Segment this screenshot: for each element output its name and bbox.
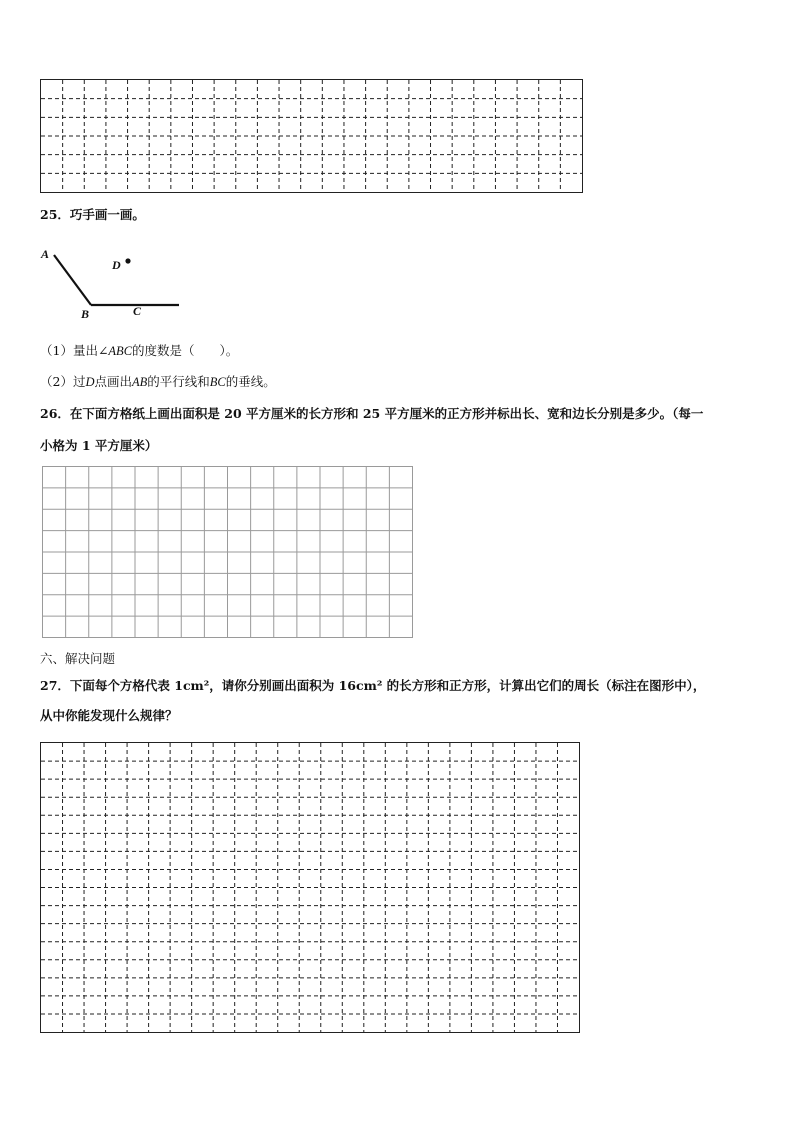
- q25-sub2: [40, 373, 276, 391]
- q27-line2: 从中你能发现什么规律？: [40, 708, 178, 723]
- label-c: C: [133, 304, 142, 318]
- q27-line1: 27．下面每个方格代表 1cm²，请你分别画出面积为 16cm² 的长方形和正方形，计算出它们的周长（标注在图形中），: [40, 678, 706, 693]
- q26-grid-lines: [42, 466, 413, 638]
- q26-line2: 小格为 1 平方厘米）: [40, 438, 158, 453]
- line-bc-ref: BC: [209, 375, 226, 389]
- angle-abc-drawing: [36, 243, 196, 323]
- q25-sub1: [40, 342, 238, 360]
- label-a: A: [41, 247, 50, 261]
- point-d-ref: D: [85, 375, 95, 389]
- angle-symbol: ∠ABC: [97, 344, 133, 358]
- q27-grid-lines: [41, 743, 579, 1032]
- q27-dashed-grid[interactable]: [40, 742, 580, 1033]
- q26-line1: 26．在下面方格纸上画出面积是 20 平方厘米的长方形和 25 平方厘米的正方形并标出长、宽和边长分别是多少。（每一: [40, 406, 704, 421]
- top-grid-lines: [41, 80, 582, 192]
- top-dashed-grid[interactable]: [40, 79, 583, 193]
- ray-ba: [54, 255, 91, 305]
- q25-sub2-prefix: （2）过: [40, 374, 86, 389]
- label-d: D: [112, 258, 121, 272]
- line-ab-ref: AB: [132, 375, 148, 389]
- q25-sub2-suffix: 的垂线。: [225, 374, 276, 389]
- point-d: [125, 258, 130, 263]
- q25-title: 25．巧手画一画。: [40, 207, 145, 222]
- q25-sub2-mid2: 的平行线和: [147, 374, 210, 389]
- section6-title: 六、解决问题: [40, 651, 116, 666]
- q25-sub1-prefix: （1）量出: [40, 343, 98, 358]
- q26-square-grid[interactable]: [42, 466, 413, 638]
- q25-sub2-mid1: 点画出: [94, 374, 132, 389]
- q25-sub1-suffix: 的度数是（ ）。: [132, 343, 239, 358]
- angle-figure: [36, 243, 196, 323]
- label-b: B: [81, 307, 90, 321]
